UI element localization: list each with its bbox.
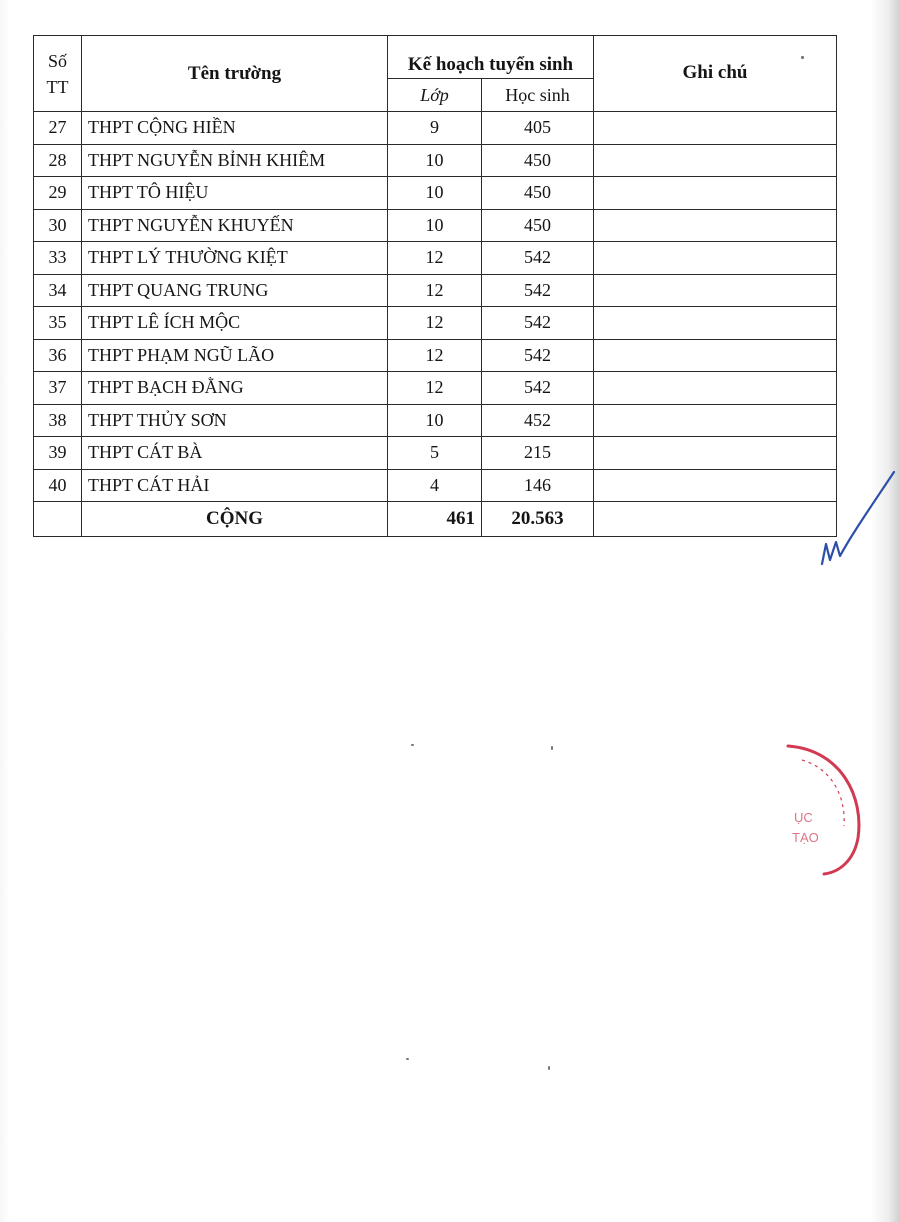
row-note <box>594 404 837 437</box>
row-school-name: THPT THỦY SƠN <box>82 404 388 437</box>
row-note <box>594 242 837 275</box>
row-stt: 34 <box>34 274 82 307</box>
header-students: Học sinh <box>482 79 594 112</box>
table-row <box>34 242 837 275</box>
row-school-name: THPT CÁT BÀ <box>82 437 388 470</box>
header-note: Ghi chú <box>594 36 837 112</box>
table-row <box>34 404 837 437</box>
total-label: CỘNG <box>82 502 388 537</box>
row-students: 146 <box>482 469 594 502</box>
row-classes: 12 <box>388 274 482 307</box>
scan-speck <box>551 746 553 750</box>
row-students: 452 <box>482 404 594 437</box>
row-stt: 28 <box>34 144 82 177</box>
scan-speck <box>548 1066 550 1070</box>
row-stt: 33 <box>34 242 82 275</box>
row-school-name: THPT LÊ ÍCH MỘC <box>82 307 388 340</box>
row-school-name: THPT CỘNG HIỀN <box>82 112 388 145</box>
row-note <box>594 307 837 340</box>
header-enrollment-plan: Kế hoạch tuyển sinh <box>388 36 594 79</box>
row-school-name: THPT LÝ THƯỜNG KIỆT <box>82 242 388 275</box>
table-row <box>34 372 837 405</box>
row-stt: 37 <box>34 372 82 405</box>
page-edge-shadow <box>888 0 900 1222</box>
total-stt-cell <box>34 502 82 537</box>
row-school-name: THPT NGUYỄN KHUYẾN <box>82 209 388 242</box>
row-stt: 40 <box>34 469 82 502</box>
row-school-name: THPT BẠCH ĐẰNG <box>82 372 388 405</box>
row-students: 450 <box>482 144 594 177</box>
row-stt: 39 <box>34 437 82 470</box>
header-school-name: Tên trường <box>82 36 388 112</box>
total-students: 20.563 <box>482 502 594 537</box>
row-school-name: THPT QUANG TRUNG <box>82 274 388 307</box>
row-school-name: THPT PHẠM NGŨ LÃO <box>82 339 388 372</box>
row-stt: 30 <box>34 209 82 242</box>
table-row <box>34 177 837 210</box>
row-note <box>594 469 837 502</box>
row-note <box>594 372 837 405</box>
row-students: 405 <box>482 112 594 145</box>
header-classes: Lớp <box>388 79 482 112</box>
row-classes: 9 <box>388 112 482 145</box>
row-school-name: THPT TÔ HIỆU <box>82 177 388 210</box>
row-note <box>594 177 837 210</box>
row-classes: 10 <box>388 177 482 210</box>
row-classes: 10 <box>388 144 482 177</box>
official-red-stamp <box>772 738 868 886</box>
scan-speck <box>801 56 804 59</box>
row-note <box>594 437 837 470</box>
table-row <box>34 112 837 145</box>
handwritten-signature <box>812 468 898 572</box>
row-students: 542 <box>482 307 594 340</box>
row-note <box>594 274 837 307</box>
row-stt: 38 <box>34 404 82 437</box>
row-classes: 12 <box>388 339 482 372</box>
row-students: 542 <box>482 372 594 405</box>
row-students: 542 <box>482 339 594 372</box>
enrollment-plan-table <box>33 35 837 537</box>
row-note <box>594 209 837 242</box>
row-stt: 29 <box>34 177 82 210</box>
table-row <box>34 437 837 470</box>
row-students: 542 <box>482 242 594 275</box>
row-stt: 35 <box>34 307 82 340</box>
scan-speck <box>406 1058 409 1060</box>
row-classes: 12 <box>388 307 482 340</box>
row-note <box>594 339 837 372</box>
header-stt-line2: TT <box>46 76 69 97</box>
row-classes: 5 <box>388 437 482 470</box>
row-classes: 4 <box>388 469 482 502</box>
row-school-name: THPT NGUYỄN BỈNH KHIÊM <box>82 144 388 177</box>
row-classes: 10 <box>388 404 482 437</box>
table-row <box>34 209 837 242</box>
row-students: 450 <box>482 177 594 210</box>
row-students: 542 <box>482 274 594 307</box>
stamp-text-fragment-1: ỤC <box>794 810 813 825</box>
row-classes: 10 <box>388 209 482 242</box>
row-note <box>594 144 837 177</box>
row-school-name: THPT CÁT HẢI <box>82 469 388 502</box>
total-classes: 461 <box>388 502 482 537</box>
table-row <box>34 307 837 340</box>
header-stt <box>34 36 82 112</box>
row-stt: 27 <box>34 112 82 145</box>
row-stt: 36 <box>34 339 82 372</box>
row-students: 215 <box>482 437 594 470</box>
header-stt-line1: Số <box>47 50 67 71</box>
table-header-row <box>34 36 837 79</box>
stamp-text-fragment-2: TẠO <box>792 830 819 845</box>
total-row <box>34 502 837 537</box>
scan-speck <box>411 744 414 746</box>
table-body <box>34 112 837 502</box>
row-students: 450 <box>482 209 594 242</box>
row-note <box>594 112 837 145</box>
table-row <box>34 144 837 177</box>
table-row <box>34 339 837 372</box>
total-note-cell <box>594 502 837 537</box>
table-row <box>34 469 837 502</box>
row-classes: 12 <box>388 372 482 405</box>
table-row <box>34 274 837 307</box>
row-classes: 12 <box>388 242 482 275</box>
